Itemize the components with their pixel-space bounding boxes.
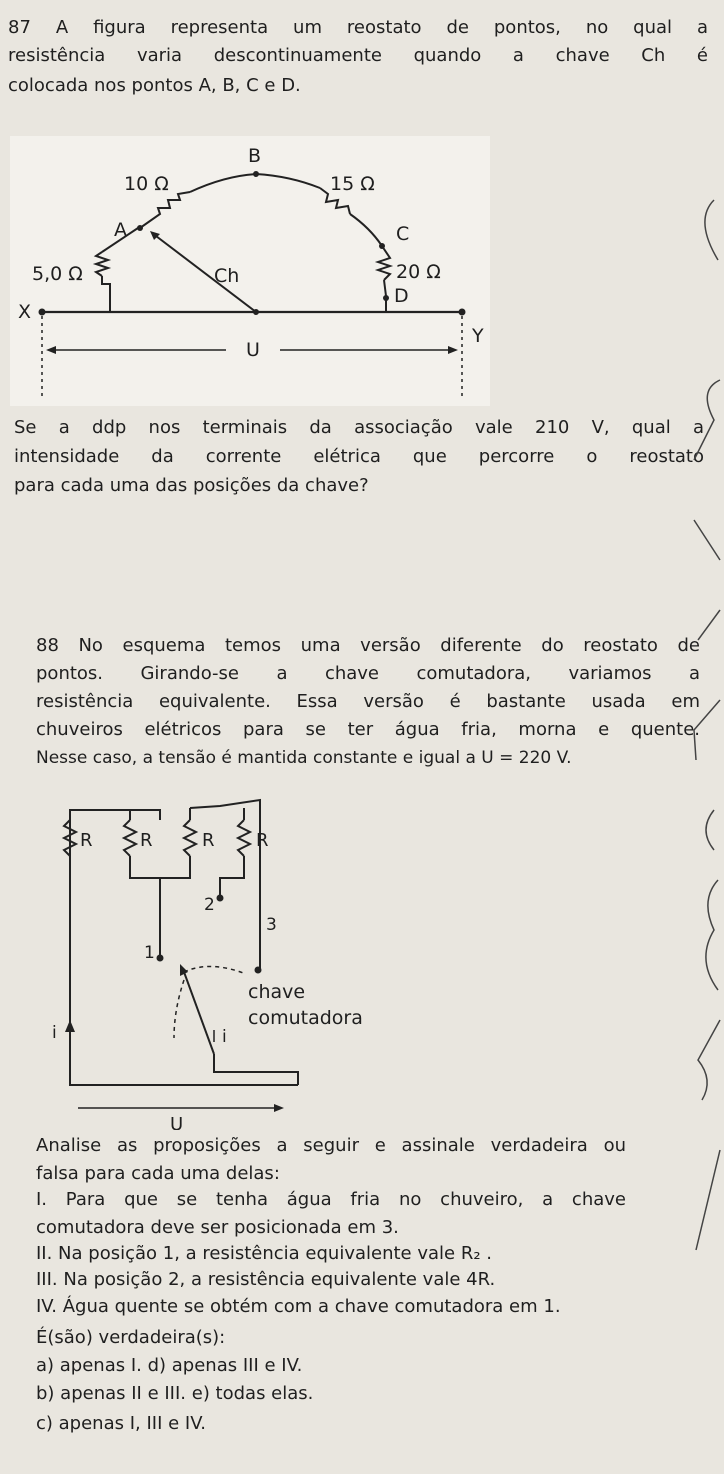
switch-circuit-figure — [40, 780, 400, 1130]
resistor-label-r-2: R — [140, 830, 153, 851]
answer-prompt: É(são) verdadeira(s): — [36, 1327, 226, 1348]
q87-question-line-3: para cada uma das posições da chave? — [14, 475, 369, 496]
q87-question-line-2: intensidade da corrente elétrica que percorre o reostato — [14, 446, 704, 467]
point-label-c: C — [396, 223, 410, 245]
point-label-a: A — [114, 219, 127, 241]
position-label-3: 3 — [266, 915, 277, 935]
resistor-label-15ohm: 15 Ω — [330, 173, 375, 195]
resistor-label-r-1: R — [80, 830, 93, 851]
q87-line-2: resistência varia descontinuamente quando a chave Ch é — [8, 45, 708, 66]
proposition-3: III. Na posição 2, a resistência equivalente vale 4R. — [36, 1269, 496, 1290]
proposition-2: II. Na posição 1, a resistência equivalente vale R₂ . — [36, 1243, 493, 1264]
q88-line-2: pontos. Girando-se a chave comutadora, variamos a — [36, 663, 700, 684]
switch-label-comutadora: comutadora — [248, 1007, 363, 1029]
resistor-label-r-4: R — [256, 830, 269, 851]
terminal-label-y: Y — [472, 325, 484, 347]
resistor-label-10ohm: 10 Ω — [124, 173, 169, 195]
q88-line-1: 88 No esquema temos uma versão diferente do reostato de — [36, 635, 700, 656]
voltage-label-u: U — [170, 1114, 184, 1130]
position-label-2: 2 — [204, 895, 215, 915]
q87-question-line-1: Se a ddp nos terminais da associação vale 210 V, qual a — [14, 417, 704, 438]
proposition-1-line-2: comutadora deve ser posicionada em 3. — [36, 1217, 399, 1238]
option-c: c) apenas I, III e IV. — [36, 1413, 206, 1434]
proposition-1-line-1: I. Para que se tenha água fria no chuveiro, a chave — [36, 1189, 626, 1210]
rheostat-figure — [10, 136, 490, 406]
analise-line-2: falsa para cada uma delas: — [36, 1163, 280, 1184]
switch-label-chave: chave — [248, 981, 306, 1003]
options-a-d: a) apenas I. d) apenas III e IV. — [36, 1355, 303, 1376]
analise-line-1: Analise as proposições a seguir e assinale verdadeira ou — [36, 1135, 626, 1156]
proposition-4: IV. Água quente se obtém com a chave comutadora em 1. — [36, 1296, 561, 1317]
margin-scribbles — [684, 0, 724, 1474]
current-label-i-left: i — [52, 1023, 57, 1043]
q88-line-5: Nesse caso, a tensão é mantida constante e igual a U = 220 V. — [36, 748, 572, 768]
resistor-label-r-3: R — [202, 830, 215, 851]
terminal-label-x: X — [18, 301, 32, 323]
voltage-label-u: U — [246, 339, 260, 361]
q88-line-3: resistência equivalente. Essa versão é bastante usada em — [36, 691, 700, 712]
point-label-b: B — [248, 145, 262, 167]
q88-line-4: chuveiros elétricos para se ter água fria, morna e quente. — [36, 719, 700, 740]
point-label-d: D — [394, 285, 409, 307]
options-b-e: b) apenas II e III. e) todas elas. — [36, 1383, 314, 1404]
q87-line-3: colocada nos pontos A, B, C e D. — [8, 75, 301, 96]
q87-line-1: 87 A figura representa um reostato de pontos, no qual a — [8, 17, 708, 38]
current-label-i-right: i — [222, 1027, 227, 1047]
switch-label-ch: Ch — [214, 265, 240, 287]
position-label-1: 1 — [144, 943, 155, 963]
resistor-label-20ohm: 20 Ω — [396, 261, 441, 283]
resistor-label-5ohm: 5,0 Ω — [32, 263, 83, 285]
